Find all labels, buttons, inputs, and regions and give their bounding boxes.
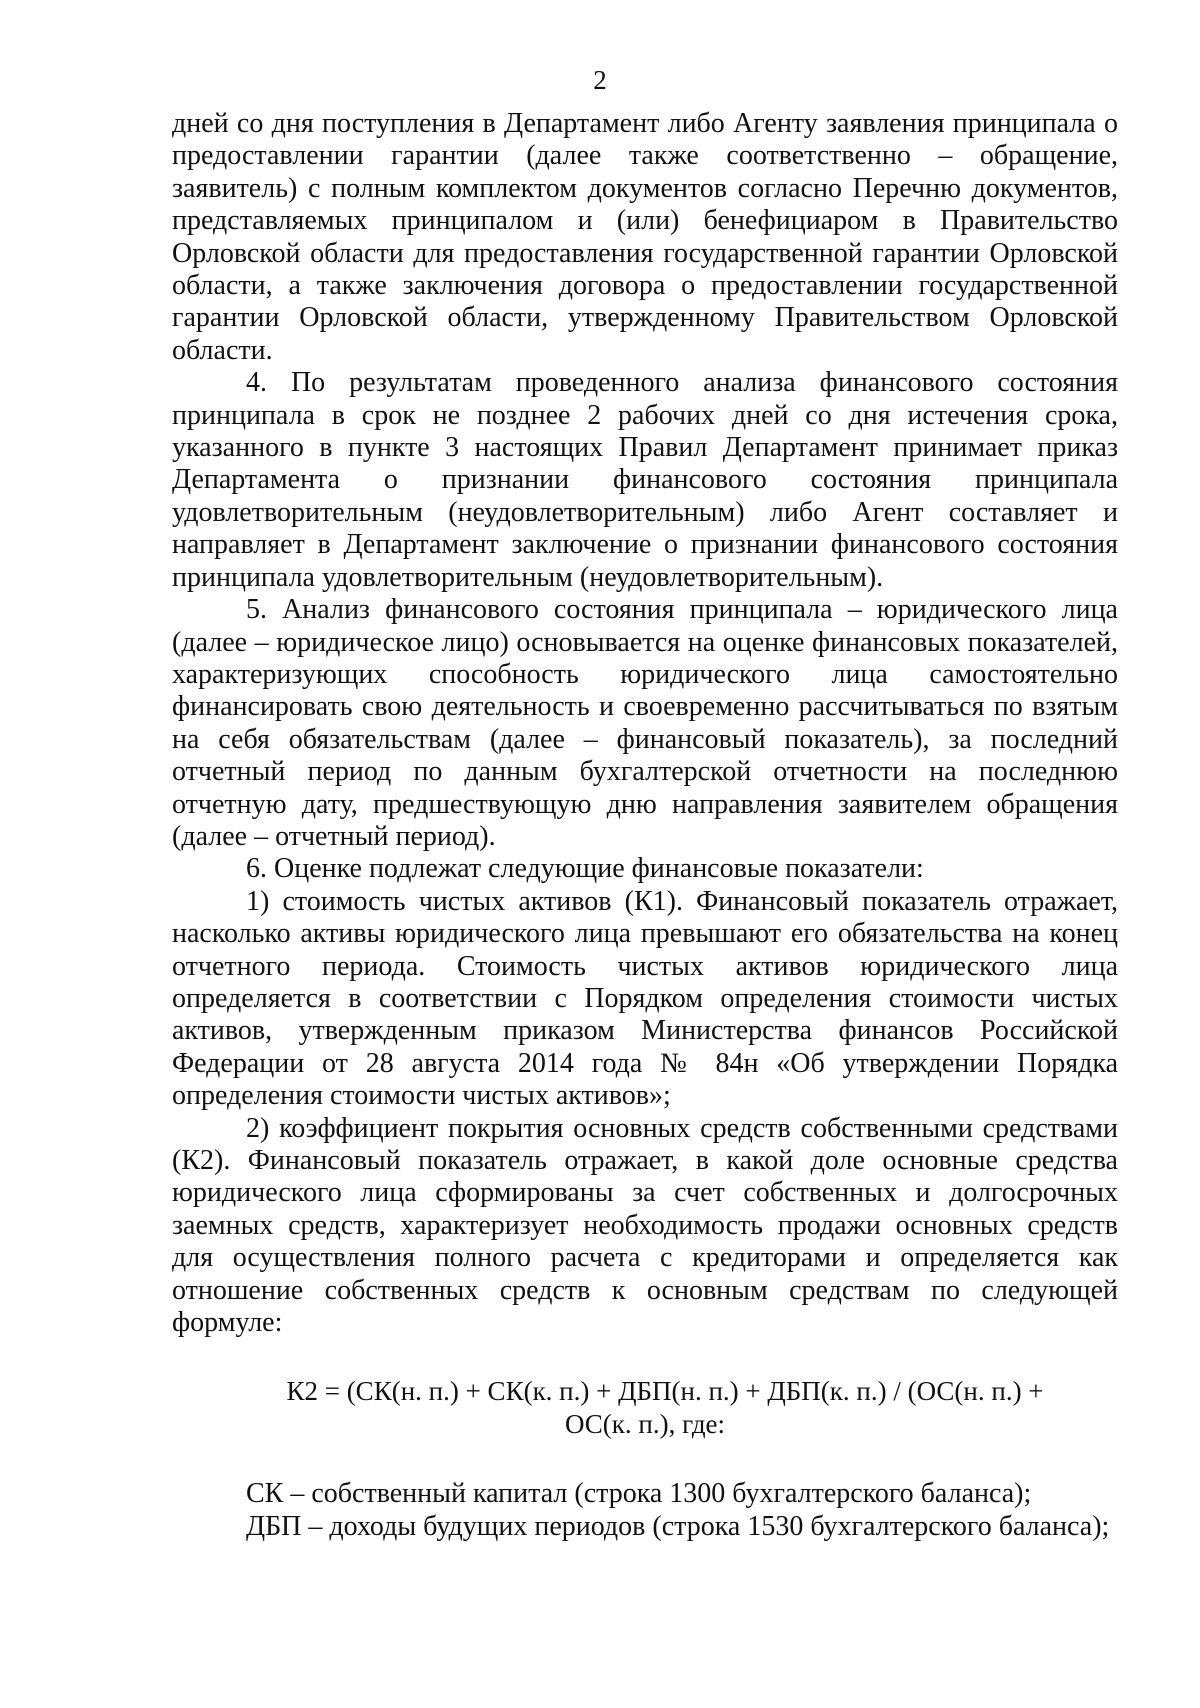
page-number: 2 xyxy=(593,65,607,95)
paragraph-6: 6. Оценке подлежат следующие финансовые показатели: xyxy=(246,853,924,885)
paragraph-4: 4. По результатам проведенного анализа финансового состояния принципала в срок не позднее 2 рабочих дней со дня истечения срока, указанного в пункте 3 настоящих Правил Департамент принимает приказ Департамента о признании финансового состояния принципала удовлетворительным (неудовлетворительным) либо Агент составляет и направляет в Департамент заключение о признании финансового состояния принципала удовлетворительным (неудовлетворительным). xyxy=(172,367,1118,593)
formula-k2 xyxy=(172,1375,1118,1440)
definition-sk: СК – собственный капитал (строка 1300 бухгалтерского баланса); xyxy=(246,1478,1032,1510)
paragraph-6-item-1: 1) стоимость чистых активов (К1). Финансовый показатель отражает, насколько активы юридического лица превышают его обязательства на конец отчетного периода. Стоимость чистых активов юридического лица определяется в соответствии с Порядком определения стоимости чистых активов, утвержденным приказом Министерства финансов Российской Федерации от 28 августа 2014 года № 84н «Об утверждении Порядка определения стоимости чистых активов»; xyxy=(172,885,1118,1112)
document-body xyxy=(172,108,1118,1543)
formula-line-2: ОС(к. п.), где: xyxy=(564,1408,726,1439)
formula-line-1: К2 = (СК(н. п.) + СК(к. п.) + ДБП(н. п.) + ДБП(к. п.) / (ОС(н. п.) + xyxy=(286,1376,1044,1407)
paragraph-continuation: дней со дня поступления в Департамент либо Агенту заявления принципала о предоставлении гарантии (далее также соответственно – обращение, заявитель) с полным комплектом документов согласно Перечню документов, представляемых принципалом и (или) бенефициаром в Правительство Орловской области для предоставления государственной гарантии Орловской области, а также заключения договора о предоставлении государственной гарантии Орловской области, утвержденному Правительством Орловской области. xyxy=(172,108,1118,366)
definition-dbp: ДБП – доходы будущих периодов (строка 1530 бухгалтерского баланса); xyxy=(246,1510,1110,1542)
paragraph-5: 5. Анализ финансового состояния принципала – юридического лица (далее – юридическое лицо) основывается на оценке финансовых показателей, характеризующих способность юридического лица самостоятельно финансировать свою деятельность и своевременно рассчитываться по взятым на себя обязательствам (далее – финансовый показатель), за последний отчетный период по данным бухгалтерской отчетности на последнюю отчетную дату, предшествующую дню направления заявителем обращения (далее – отчетный период). xyxy=(172,594,1118,852)
paragraph-6-item-2: 2) коэффициент покрытия основных средств собственными средствами (К2). Финансовый показатель отражает, в какой доле основные средства юридического лица сформированы за счет собственных и долгосрочных заемных средств, характеризует необходимость продажи основных средств для осуществления полного расчета с кредиторами и определяется как отношение собственных средств к основным средствам по следующей формуле: xyxy=(172,1112,1118,1339)
